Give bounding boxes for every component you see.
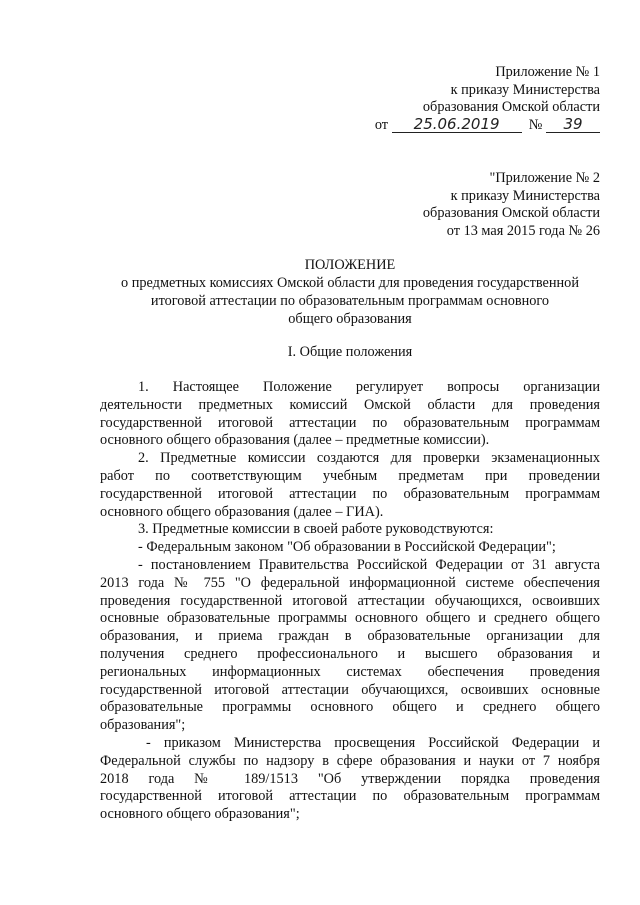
body-line: государственной итоговой аттестации по образовательным программам: [100, 485, 600, 502]
body-line: проведения государственной итоговой аттестации обучающихся, освоивших: [100, 592, 600, 609]
annex-2-date-number: от 13 мая 2015 года № 26: [446, 222, 600, 239]
annex-1-ministry: образования Омской области: [422, 99, 600, 115]
body-line: - приказом Министерства просвещения Российской Федерации и: [146, 734, 600, 751]
body-line: работ по соответствующим учебным предметам при проведении: [100, 467, 600, 484]
body-line: - Федеральным законом "Об образовании в Российской Федерации";: [138, 539, 556, 556]
title-line: итоговой аттестации по образовательным программам основного: [150, 293, 550, 309]
annex-1-title: Приложение № 1: [495, 64, 600, 80]
body-line: - постановлением Правительства Российской Федерации от 31 августа: [138, 556, 600, 573]
handwritten-date: 25.06.2019: [413, 114, 500, 133]
number-prefix: №: [528, 116, 543, 133]
body-line: 2018 года № 189/1513 "Об утверждении порядка проведения: [100, 770, 600, 787]
body-line: деятельности предметных комиссий Омской области для проведения: [100, 396, 600, 413]
annex-1-header: [375, 64, 600, 134]
document-title: [100, 256, 600, 328]
body-line: 1. Настоящее Положение регулирует вопросы организации: [138, 379, 600, 395]
body-line: основного общего образования (далее – предметные комиссии).: [100, 432, 490, 449]
body-line: получения среднего профессионального и высшего образования и: [100, 645, 600, 662]
body-line: государственной итоговой аттестации по образовательным программам: [100, 788, 600, 805]
body-line: образовательные программы основного общего и среднего общего: [100, 699, 600, 716]
body-line: государственной итоговой аттестации по образовательным программам: [100, 414, 600, 431]
title-line: общего образования: [288, 311, 412, 327]
annex-2-title: "Приложение № 2: [489, 170, 600, 186]
document-body: [100, 379, 600, 824]
body-line: государственной итоговой аттестации обучающихся, освоивших основные: [100, 681, 600, 698]
body-line: основного общего образования (далее – ГИА).: [100, 503, 384, 520]
handwritten-number: 39: [563, 114, 583, 133]
annex-2-order-ref: к приказу Министерства: [450, 187, 600, 204]
body-line: основного общего образования";: [100, 806, 300, 823]
title-line: о предметных комиссиях Омской области для проведения государственной: [121, 275, 579, 291]
annex-2-header: [423, 170, 600, 240]
date-prefix: от: [374, 116, 389, 133]
body-line: образования, и приема граждан в образовательные организации для: [100, 628, 600, 645]
annex-2-ministry: образования Омской области: [422, 205, 600, 221]
title-heading: ПОЛОЖЕНИЕ: [304, 257, 396, 273]
body-line: основные образовательные программы основного общего и среднего общего: [100, 610, 600, 627]
body-line: 2013 года № 755 "О федеральной информационной системе обеспечения: [100, 574, 600, 591]
annex-1-order-ref: к приказу Министерства: [450, 81, 600, 98]
body-line: 3. Предметные комиссии в своей работе руководствуются:: [138, 521, 494, 538]
body-line: Федеральной службы по надзору в сфере образования и науки от 7 ноября: [100, 752, 600, 769]
annex-1-date-number: [374, 114, 600, 135]
body-line: образования";: [100, 717, 186, 734]
body-line: 2. Предметные комиссии создаются для проверки экзаменационных: [138, 450, 600, 467]
section-heading: I. Общие положения: [287, 344, 413, 360]
date-field: [392, 114, 522, 133]
number-field: [546, 114, 600, 133]
body-line: региональных информационных системах обеспечения проведения: [100, 663, 600, 680]
